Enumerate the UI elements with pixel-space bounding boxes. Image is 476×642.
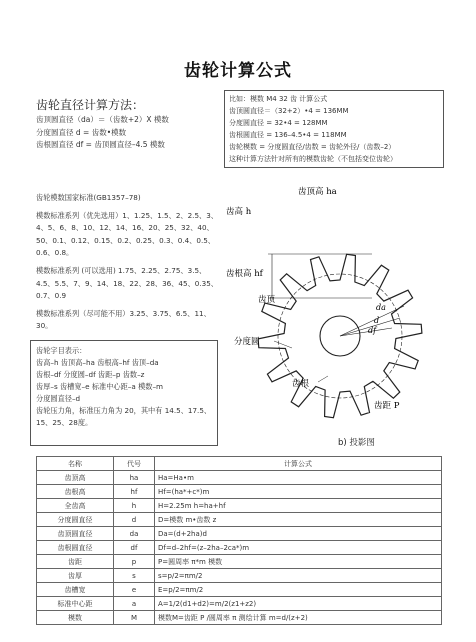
cell-name: 模数: [37, 611, 114, 625]
cell-name: 标准中心距: [37, 597, 114, 611]
column-header-formula: 计算公式: [155, 457, 442, 471]
label-addendum: 齿顶高 ha: [298, 187, 337, 197]
page-title: 齿轮计算公式: [184, 61, 292, 81]
example-line: 齿轮模数 = 分度圆直径/齿数 = 齿轮外径/（齿数–2）: [229, 143, 396, 151]
cell-formula: 模数M=齿距 P /圆周率 π 测绘计算 m=d/(z+2): [155, 611, 442, 625]
column-header-name: 名称: [37, 457, 114, 471]
cell-name: 齿根圆直径: [37, 541, 114, 555]
legend-line: 齿高–h 齿顶高–ha 齿根高–hf 齿顶–da: [36, 358, 159, 367]
module-standard: [36, 192, 224, 338]
cell-symbol: d: [114, 513, 155, 527]
label-d: d: [374, 316, 380, 325]
label-tooth-root: 齿根: [292, 379, 310, 389]
table-row: [37, 471, 442, 485]
label-pitch: 齿距 P: [374, 401, 400, 411]
gear-svg: [222, 182, 446, 454]
cell-name: 齿厚: [37, 569, 114, 583]
table-row: [37, 527, 442, 541]
table-row: [37, 555, 442, 569]
cell-formula: Da=(d+2ha)d: [155, 527, 442, 541]
standard-series-avoid: 模数标准系列（尽可能不用）3.25、3.75、6.5、11、30。: [36, 308, 211, 331]
table-row: [37, 597, 442, 611]
diameter-method: [36, 114, 169, 152]
standard-series-preferred: 模数标准系列（优先选用）1、1.25、1.5、2、2.5、3、4、5、6、8、10、12、14、16、20、25、32、40、50、0.1、0.12、0.15、0.2、0.25、0.3、0.4、0.5、0.6、0.8。: [36, 210, 218, 258]
standard-series-optional: 模数标准系列 (可以选用) 1.75、2.25、2.75、3.5、4.5、5.5、7、9、14、18、22、28、36、45、0.35、0.7、0.9: [36, 265, 218, 301]
cell-formula: Df=d–2hf=(z–2ha–2ca*)m: [155, 541, 442, 555]
formula-table: [36, 456, 442, 625]
method-line: 分度圆直径 d = 齿数•模数: [36, 127, 127, 137]
legend-line: 齿轮压力角，标准压力角为 20，其中有 14.5、17.5、15、25、28度。: [36, 406, 212, 427]
cell-formula: H=2.25m h=ha+hf: [155, 499, 442, 513]
method-line: 齿顶圆直径（da）＝（齿数+2）X 模数: [36, 115, 169, 124]
example-line: 比如：模数 M4 32 齿 计算公式: [229, 95, 328, 103]
column-header-symbol: 代号: [114, 457, 155, 471]
label-tooth-top: 齿顶: [258, 295, 276, 305]
standard-title: 齿轮模数国家标准(GB1357–78): [36, 193, 141, 202]
cell-formula: E=p/2=πm/2: [155, 583, 442, 597]
table-row: [37, 611, 442, 625]
cell-symbol: da: [114, 527, 155, 541]
cell-formula: P=圆周率 π*m 模数: [155, 555, 442, 569]
cell-name: 齿顶圆直径: [37, 527, 114, 541]
cell-symbol: h: [114, 499, 155, 513]
cell-symbol: df: [114, 541, 155, 555]
cell-formula: A=1/2(d1+d2)=m/2(z1+z2): [155, 597, 442, 611]
example-line: 这种计算方法针对所有的模数齿轮（不包括变位齿轮）: [229, 155, 397, 163]
figure-caption: b) 投影图: [338, 438, 375, 448]
legend-line: 齿根–df 分度圆–df 齿距–p 齿数–z: [36, 370, 145, 379]
cell-formula: Ha=Ha•m: [155, 471, 442, 485]
cell-formula: Hf=(ha*+c*)m: [155, 485, 442, 499]
table-row: [37, 569, 442, 583]
cell-formula: s=p/2=πm/2: [155, 569, 442, 583]
legend-line: 分度圆直径–d: [36, 394, 81, 403]
example-box: [224, 90, 444, 168]
cell-name: 齿距: [37, 555, 114, 569]
example-line: 分度圆直径 = 32•4 = 128MM: [229, 119, 328, 127]
label-dedendum: 齿根高 hf: [226, 269, 263, 279]
cell-symbol: a: [114, 597, 155, 611]
gear-diagram: [222, 182, 446, 454]
symbol-legend-box: [30, 340, 218, 446]
example-line: 齿顶圆直径＝（32+2）•4 = 136MM: [229, 107, 349, 115]
label-da: da: [376, 303, 386, 312]
cell-symbol: p: [114, 555, 155, 569]
cell-formula: D=模数 m•齿数 z: [155, 513, 442, 527]
cell-symbol: e: [114, 583, 155, 597]
cell-symbol: ha: [114, 471, 155, 485]
label-df: df: [368, 326, 377, 335]
table-row: [37, 485, 442, 499]
table-row: [37, 541, 442, 555]
label-pitch-circle: 分度圆: [234, 337, 260, 347]
legend-line: 齿厚–s 齿槽宽–e 标准中心距–a 模数–m: [36, 382, 164, 391]
cell-name: 齿槽宽: [37, 583, 114, 597]
cell-symbol: hf: [114, 485, 155, 499]
label-tooth-height: 齿高 h: [226, 207, 252, 217]
cell-name: 齿根高: [37, 485, 114, 499]
legend-heading: 齿轮字目表示：: [36, 346, 87, 355]
cell-symbol: s: [114, 569, 155, 583]
table-row: [37, 513, 442, 527]
cell-name: 全齿高: [37, 499, 114, 513]
cell-name: 齿顶高: [37, 471, 114, 485]
table-row: [37, 583, 442, 597]
cell-symbol: M: [114, 611, 155, 625]
table-row: [37, 499, 442, 513]
section-title: 齿轮直径计算方法：: [36, 98, 145, 112]
table-header-row: [37, 457, 442, 471]
example-line: 齿根圆直径 = 136–4.5•4 = 118MM: [229, 131, 347, 139]
method-line: 齿根圆直径 df = 齿顶圆直径–4.5 模数: [36, 140, 165, 149]
cell-name: 分度圆直径: [37, 513, 114, 527]
